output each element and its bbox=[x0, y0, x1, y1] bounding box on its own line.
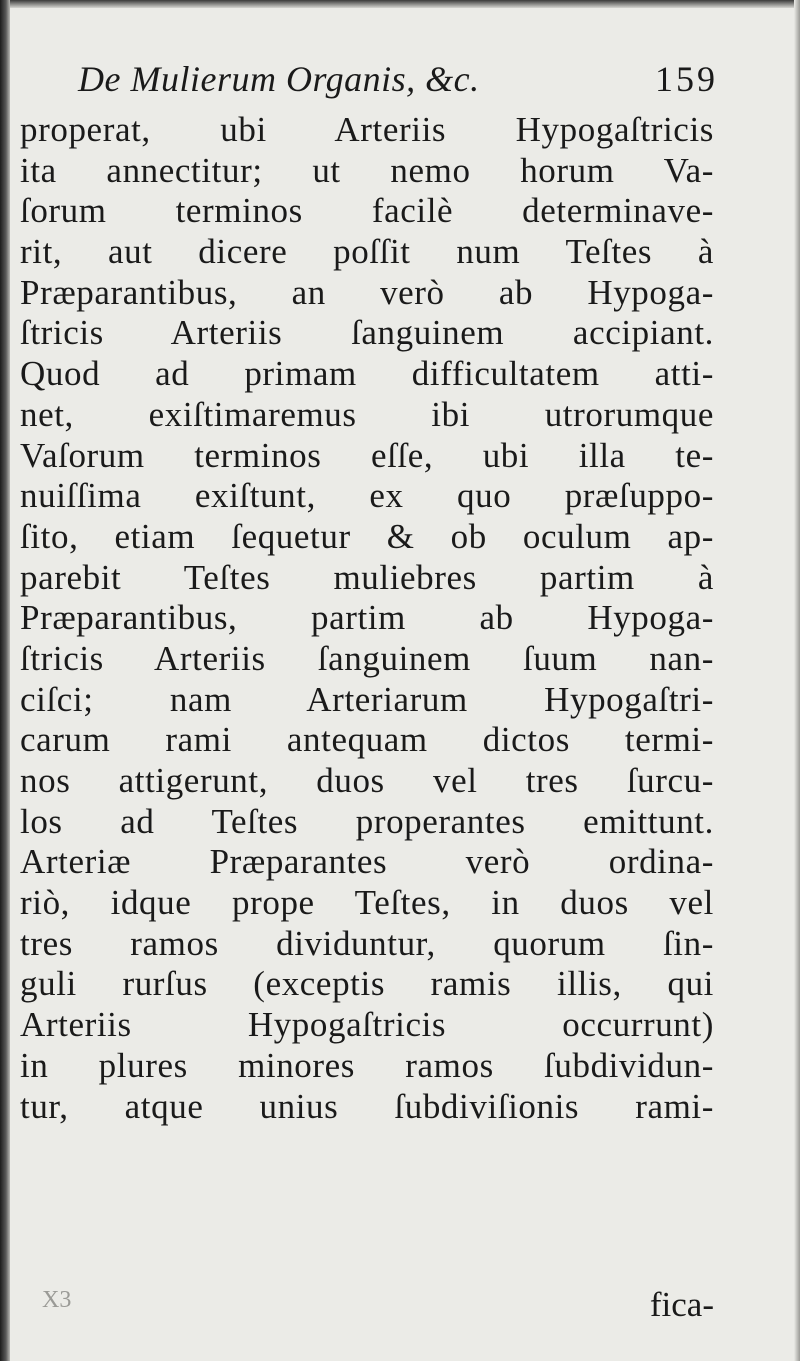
page-footer bbox=[20, 1285, 714, 1335]
body-text bbox=[20, 110, 714, 1127]
text-line: nos attigerunt, duos vel tres ſurcu- bbox=[20, 761, 714, 800]
text-line: in plures minores ramos ſubdividun- bbox=[20, 1045, 714, 1085]
text-line: ciſci; nam Arteriarum Hypogaſtri- bbox=[20, 679, 714, 719]
text-line: nuiſſima exiſtunt, ex quo præſuppo- bbox=[20, 476, 714, 516]
text-line: ſorum terminos facilè determinave- bbox=[20, 191, 714, 231]
text-line: guli rurſus (exceptis ramis illis, qui bbox=[20, 964, 714, 1004]
page-right-edge bbox=[794, 0, 800, 1361]
text-line: ſito, etiam ſequetur & ob oculum ap- bbox=[20, 516, 714, 556]
text-line: net, exiſtimaremus ibi utrorumque bbox=[20, 394, 714, 434]
text-line: riò, idque prope Teſtes, in duos vel bbox=[20, 883, 714, 923]
text-line: rit, aut dicere poſſit num Teſtes à bbox=[20, 232, 714, 272]
text-line: tur, atque unius ſubdiviſionis rami- bbox=[20, 1086, 714, 1126]
text-line: ſtricis Arteriis ſanguinem ſuum nan- bbox=[20, 638, 714, 678]
text-line: properat, ubi Arteriis Hypogaſtricis bbox=[20, 110, 714, 149]
signature-mark: X3 bbox=[42, 1287, 72, 1313]
text-line: los ad Teſtes properantes emittunt. bbox=[20, 801, 714, 841]
text-line: parebit Teſtes muliebres partim à bbox=[20, 557, 714, 597]
text-line: tres ramos dividuntur, quorum ſin- bbox=[20, 923, 714, 963]
text-line: ſtricis Arteriis ſanguinem accipiant. bbox=[20, 313, 714, 353]
text-line: Vaſorum terminos eſſe, ubi illa te- bbox=[20, 435, 714, 475]
page-gutter-shadow bbox=[0, 0, 10, 1361]
text-line: Arteriæ Præparantes verò ordina- bbox=[20, 842, 714, 882]
text-line: Arteriis Hypogaſtricis occurrunt) bbox=[20, 1005, 714, 1045]
running-title: De Mulierum Organis, &c. bbox=[78, 59, 480, 99]
running-head bbox=[78, 58, 718, 108]
text-line: ita annectitur; ut nemo horum Va- bbox=[20, 150, 714, 190]
text-line: Quod ad primam difficultatem atti- bbox=[20, 354, 714, 394]
page-top-edge bbox=[0, 0, 800, 8]
catchword: fica- bbox=[649, 1285, 714, 1324]
text-line: carum rami antequam dictos termi- bbox=[20, 720, 714, 760]
page-number: 159 bbox=[655, 59, 718, 99]
text-line: Præparantibus, partim ab Hypoga- bbox=[20, 598, 714, 638]
text-line: Præparantibus, an verò ab Hypoga- bbox=[20, 272, 714, 312]
